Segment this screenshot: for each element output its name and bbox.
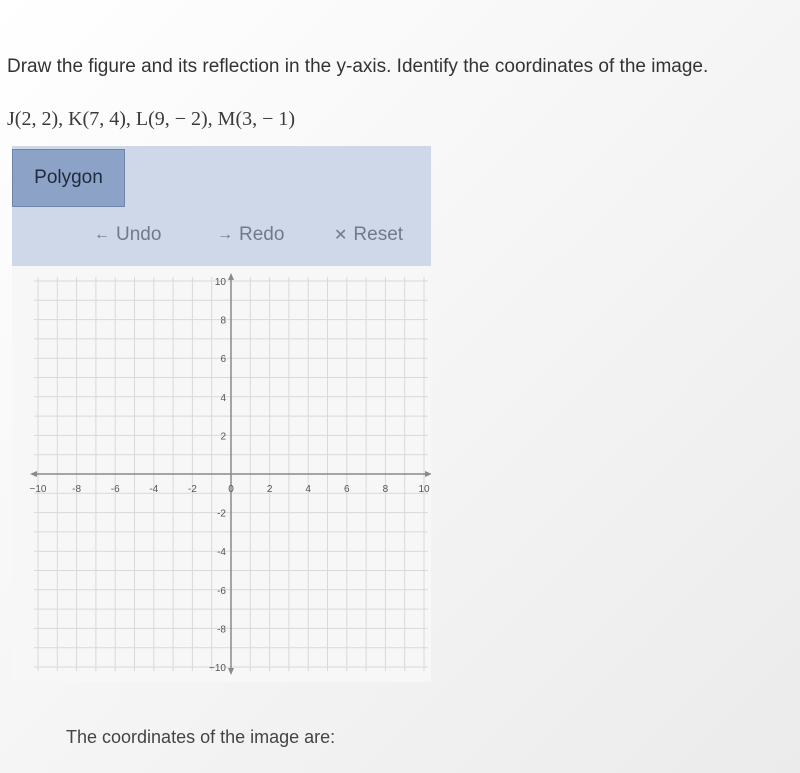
polygon-tool-button[interactable]: Polygon (12, 149, 125, 207)
graph-toolbar (12, 146, 431, 266)
x-tick-label: 2 (266, 484, 273, 495)
y-tick-label: -4 (217, 547, 226, 559)
x-tick-label: 4 (305, 484, 311, 495)
x-axis-arrow-right-icon (425, 471, 431, 477)
graph-canvas[interactable] (12, 266, 431, 682)
x-tick-label: -4 (149, 484, 159, 495)
redo-label: Redo (239, 224, 285, 245)
answer-label: The coordinates of the image are: (66, 727, 336, 747)
given-points: J(2, 2), K(7, 4), L(9, − 2), M(3, − 1) (7, 108, 296, 130)
y-axis-arrow-up-icon (228, 273, 234, 280)
y-tick-label: -6 (217, 585, 226, 597)
x-tick-label: -6 (110, 484, 120, 495)
y-tick-label: −10 (209, 663, 226, 674)
y-tick-label: 4 (220, 392, 226, 404)
reset-label: Reset (353, 224, 404, 245)
y-tick-label: -8 (217, 624, 226, 636)
redo-button[interactable] (217, 224, 284, 246)
y-tick-label: 8 (220, 315, 226, 327)
y-tick-label: 10 (214, 277, 226, 288)
x-tick-label: 6 (344, 484, 350, 495)
redo-arrow-icon: → (217, 226, 233, 243)
x-tick-label: -8 (72, 484, 82, 495)
x-axis-arrow-left-icon (30, 471, 37, 477)
x-tick-label: −10 (29, 484, 47, 495)
y-tick-label: 6 (220, 354, 226, 366)
x-tick-label: 8 (382, 484, 389, 495)
x-tick-label: 10 (418, 484, 430, 495)
question-prompt: Draw the figure and its reflection in the y-axis. Identify the coordinates of the image. (7, 56, 709, 77)
undo-arrow-icon: ← (94, 226, 110, 243)
reset-button[interactable] (334, 224, 403, 246)
y-tick-label: 2 (220, 431, 226, 443)
y-axis-arrow-down-icon (228, 668, 234, 675)
undo-label: Undo (116, 224, 162, 245)
y-tick-label: -2 (217, 508, 226, 520)
x-tick-label: 0 (228, 484, 234, 495)
undo-button[interactable] (94, 224, 161, 246)
close-x-icon: ✕ (334, 227, 348, 244)
coordinate-plane[interactable] (12, 266, 431, 682)
x-tick-label: -2 (187, 484, 197, 495)
